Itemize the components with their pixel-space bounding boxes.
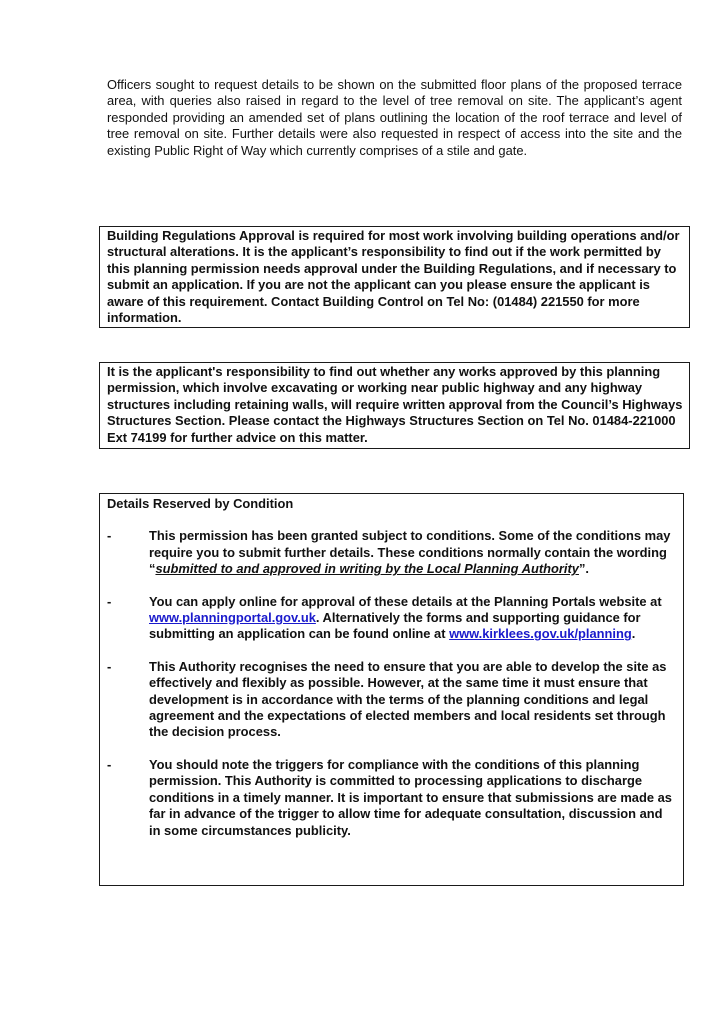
item-text-part: . Alternatively the forms and supporting guidance for submitting an application can be found online at (149, 610, 641, 642)
highways-structures-text: It is the applicant's responsibility to find out whether any works approved by this planning permission, which involve excavating or working near public highway and any highway structures including retaining walls, will require written approval from the Council’s Highways Structures Section. Please contact the Highways Structures Section on Tel No. 01484-221000 Ext 74199 for further advice on this matter. (107, 364, 683, 445)
emphasized-wording: submitted to and approved in writing by the Local Planning Authority (155, 561, 579, 577)
condition-item-authority (107, 659, 677, 741)
building-regulations-text: Building Regulations Approval is required for most work involving building operations and/or structural alterations. It is the applicant’s responsibility to find out if the work permitted by this planning permission needs approval under the Building Regulations, and if necessary to submit an application. If you are not the applicant can you please ensure the applicant is aware of this requirement. Contact Building Control on Tel No: (01484) 221550 for more information. (107, 228, 680, 326)
details-reserved-box (99, 493, 684, 886)
item-text-part: This permission has been granted subject to conditions. Some of the conditions may require you to submit further details. These conditions normally contain the wording “ (149, 528, 671, 577)
bullet-dash: - (107, 658, 112, 674)
condition-item-text (149, 594, 677, 643)
condition-item-triggers (107, 757, 677, 839)
kirklees-planning-link[interactable]: www.kirklees.gov.uk/planning (449, 626, 632, 642)
highways-structures-notice (99, 362, 690, 449)
item-text-end: ”. (578, 561, 589, 577)
details-reserved-title: Details Reserved by Condition (107, 496, 294, 511)
planning-portal-link[interactable]: www.planningportal.gov.uk (149, 610, 316, 626)
condition-item-wording (107, 528, 677, 577)
condition-item-text: This Authority recognises the need to ensure that you are able to develop the site as effectively and flexibly as possible. However, at the same time it must ensure that development is in accordance with the terms of the planning conditions and legal agreement and the expectations of elected members and local residents set through the decision process. (149, 658, 667, 740)
intro-paragraph: Officers sought to request details to be shown on the submitted floor plans of the proposed terrace area, with queries also raised in regard to the level of tree removal on site. The applicant’s agent responded providing an amended set of plans outlining the location of the roof terrace and level of tree removal on site. Further details were also requested in respect of access into the site and the existing Public Right of Way which currently comprises of a stile and gate. (107, 77, 682, 158)
condition-item-text (149, 528, 677, 577)
building-regulations-notice (99, 226, 690, 328)
bullet-dash: - (107, 756, 112, 772)
item-text-part: You can apply online for approval of these details at the Planning Portals website at (149, 593, 662, 609)
condition-item-text: You should note the triggers for compliance with the conditions of this planning permission. This Authority is committed to processing applications to discharge conditions in a timely manner. It is important to ensure that submissions are made as far in advance of the trigger to allow time for adequate consultation, discussion and in some circumstances publicity. (149, 756, 672, 838)
bullet-dash: - (107, 593, 112, 609)
bullet-dash: - (107, 528, 112, 544)
condition-item-online (107, 594, 677, 643)
item-text-end: . (631, 626, 636, 642)
